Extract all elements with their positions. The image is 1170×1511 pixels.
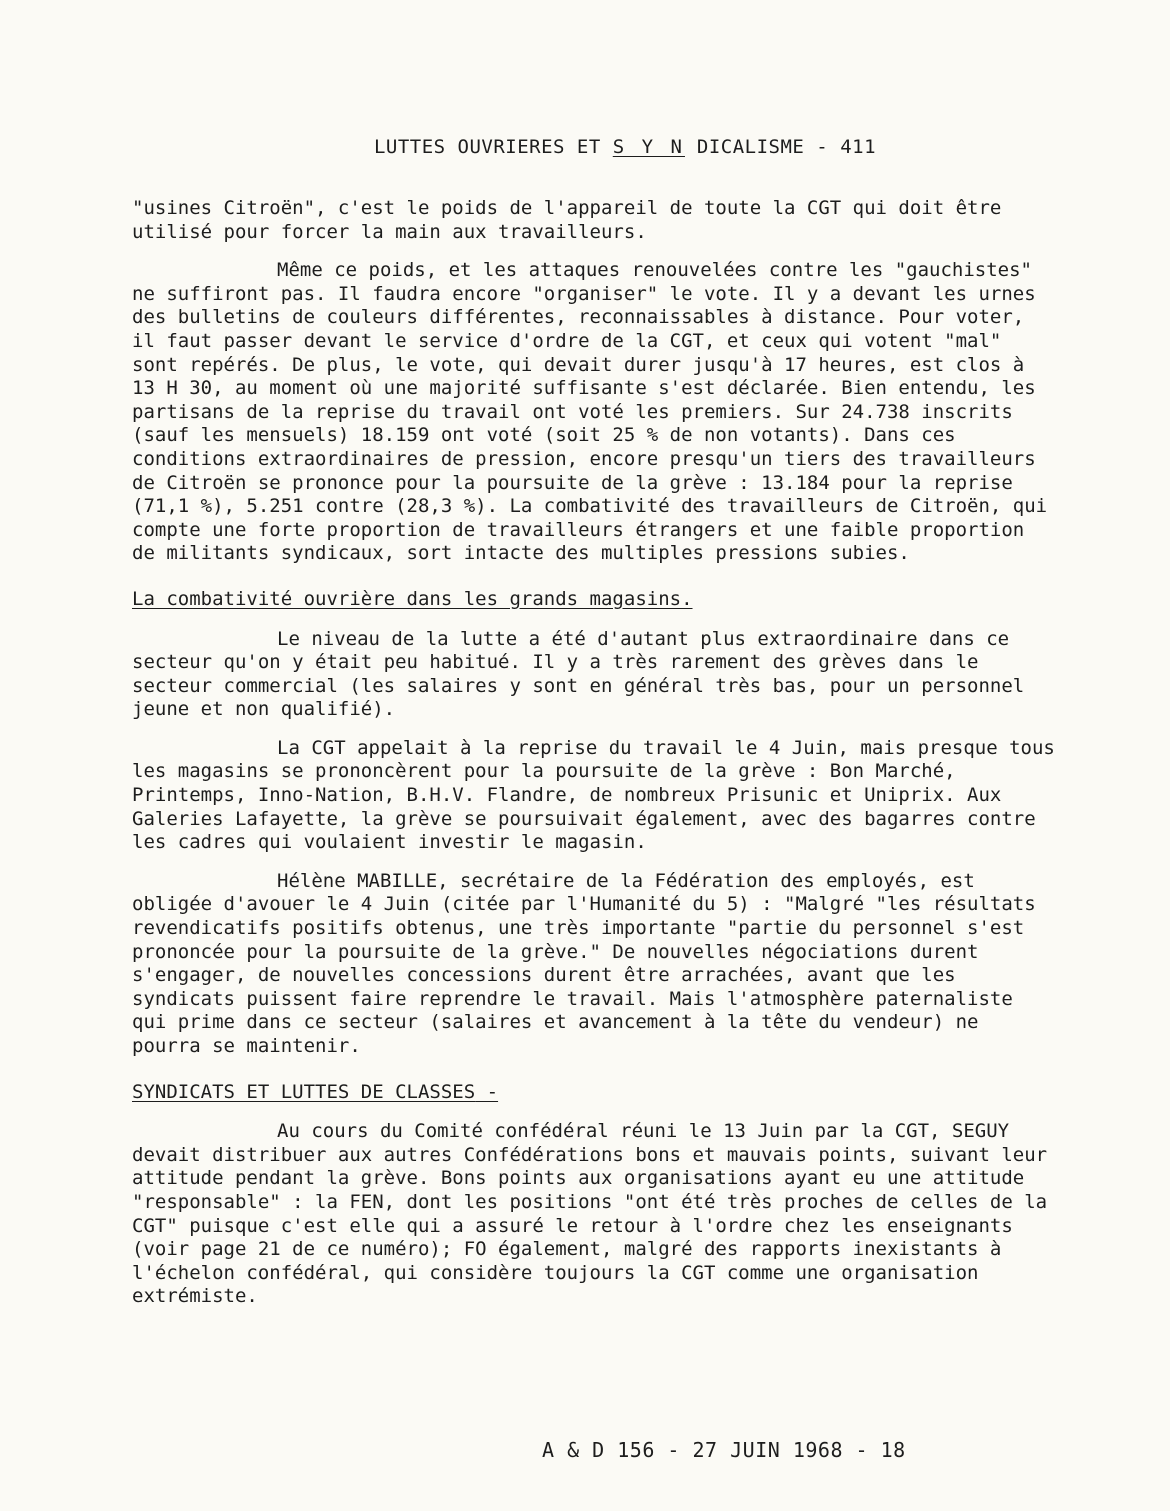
heading-syndicats: [132, 1081, 1057, 1105]
header-left: LUTTES OUVRIERES ET: [373, 136, 601, 158]
paragraph-continuation: "usines Citroën", c'est le poids de l'appareil de toute la CGT qui doit être utilisé pour forcer la main aux travailleurs.: [132, 197, 1002, 243]
paragraph-comite-confederal: Au cours du Comité confédéral réuni le 13 Juin par la CGT, SEGUY devait distribuer aux autres Confédérations bons et mauvais points, suivant leur attitude pendant la grève. Bons points aux organisations ayant eu une attitude "responsable" : la FEN, dont les positions "ont été très proches de celles de la CGT" puisque c'est elle qui a assuré le retour à l'ordre chez les enseignants (voir page 21 de ce numéro); FO également, malgré des rapports inexistants à l'échelon confédéral, qui considère toujours la CGT comme une organisation extrémiste.: [132, 1120, 1048, 1308]
header-right: DICALISME - 411: [696, 136, 877, 158]
header-syn: S Y N: [612, 136, 685, 158]
paragraph-mabille: Hélène MABILLE, secrétaire de la Fédération des employés, est obligée d'avouer le 4 Juin (citée par l'Humanité du 5) : "Malgré "les résultats revendicatifs positifs obtenus, une très importante "partie du personnel s'est prononcée pour la poursuite de la grève." De nouvelles négociations durent s'engager, de nouvelles concessions durent être arrachées, avant que les syndicats puissent faire reprendre le travail. Mais l'atmosphère paternaliste qui prime dans ce secteur (salaires et avancement à la tête du vendeur) ne pourra se maintenir.: [132, 869, 1036, 1057]
paragraph-vote: Même ce poids, et les attaques renouvelées contre les "gauchistes" ne suffiront pas. Il faudra encore "organiser" le vote. Il y a devant les urnes des bulletins de couleurs différentes, reconnaissables à distance. Pour voter, il faut passer devant le service d'ordre de la CGT, et ceux qui votent "mal" sont repérés. De plus, le vote, qui devait durer jusqu'à 17 heures, est clos à 13 H 30, au moment où une majorité suffisante s'est déclarée. Bien entendu, les partisans de la reprise du travail ont voté les premiers. Sur 24.738 inscrits (sauf les mensuels) 18.159 ont voté (soit 25 % de non votants). Dans ces conditions extraordinaires de pression, encore presqu'un tiers des travailleurs de Citroën se prononce pour la poursuite de la grève : 13.184 pour la reprise (71,1 %), 5.251 contre (28,3 %). La combativité des travailleurs de Citroën, qui compte une forte proportion de travailleurs étrangers et une faible proportion de militants syndicaux, sort intacte des multiples pressions subies.: [132, 259, 1048, 565]
document-body: [132, 197, 1057, 1324]
heading-grands-magasins: La combativité ouvrière dans les grands magasins.: [132, 587, 693, 610]
page-footer: A & D 156 - 27 JUIN 1968 - 18: [542, 1438, 906, 1462]
page-header: [0, 136, 1170, 158]
paragraph-niveau-lutte: Le niveau de la lutte a été d'autant plus extraordinaire dans ce secteur qu'on y était peu habitué. Il y a très rarement des grèves dans le secteur commercial (les salaires y sont en général très bas, pour un personnel jeune et non qualifié).: [132, 627, 1025, 721]
heading-syndicats-dash: -: [475, 1080, 499, 1103]
heading-syndicats-text: SYNDICATS ET LUTTES DE CLASSES: [132, 1080, 476, 1103]
paragraph-cgt-reprise: La CGT appelait à la reprise du travail le 4 Juin, mais presque tous les magasins se prononcèrent pour la poursuite de la grève : Bon Marché, Printemps, Inno-Nation, B.H.V. Flandre, de nombreux Prisunic et Uniprix. Aux Galeries Lafayette, la grève se poursuivait également, avec des bagarres contre les cadres qui voulaient investir le magasin.: [132, 736, 1055, 854]
